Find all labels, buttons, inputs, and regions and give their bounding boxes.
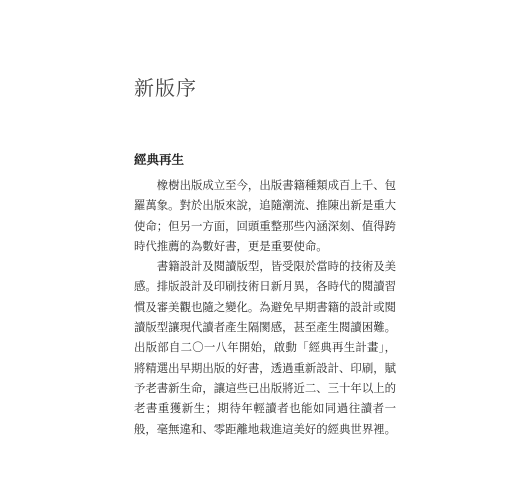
section-heading: 經典再生 — [134, 152, 185, 167]
paragraph-1: 橡樹出版成立至今，出版書籍種類成百上千、包羅萬象。對於出版來說，追隨潮流、推陳出新是重大使命；但另一方面，回頭重整那些內涵深刻、值得跨時代推薦的為數好書，更是重要使命。 — [134, 178, 397, 253]
body-text — [134, 175, 396, 439]
page-title: 新版序 — [134, 76, 197, 100]
paragraph-2: 書籍設計及閱讀版型，皆受限於當時的技術及美感。排版設計及印刷技術日新月異，各時代的閱讀習慣及審美觀也隨之變化。為避免早期書籍的設計或閱讀版型讓現代讀者產生隔閡感，甚至產生閱讀困難。出版部自二〇一八年開始，啟動「經典再生計畫」，將精選出早期出版的好書，透過重新設計、印刷，賦予老書新生命，讓這些已出版將近二、三十年以上的老書重獲新生；期待年輕讀者也能如同過往讀者一般，毫無違和、零距離地栽進這美好的經典世界裡。 — [134, 259, 397, 436]
